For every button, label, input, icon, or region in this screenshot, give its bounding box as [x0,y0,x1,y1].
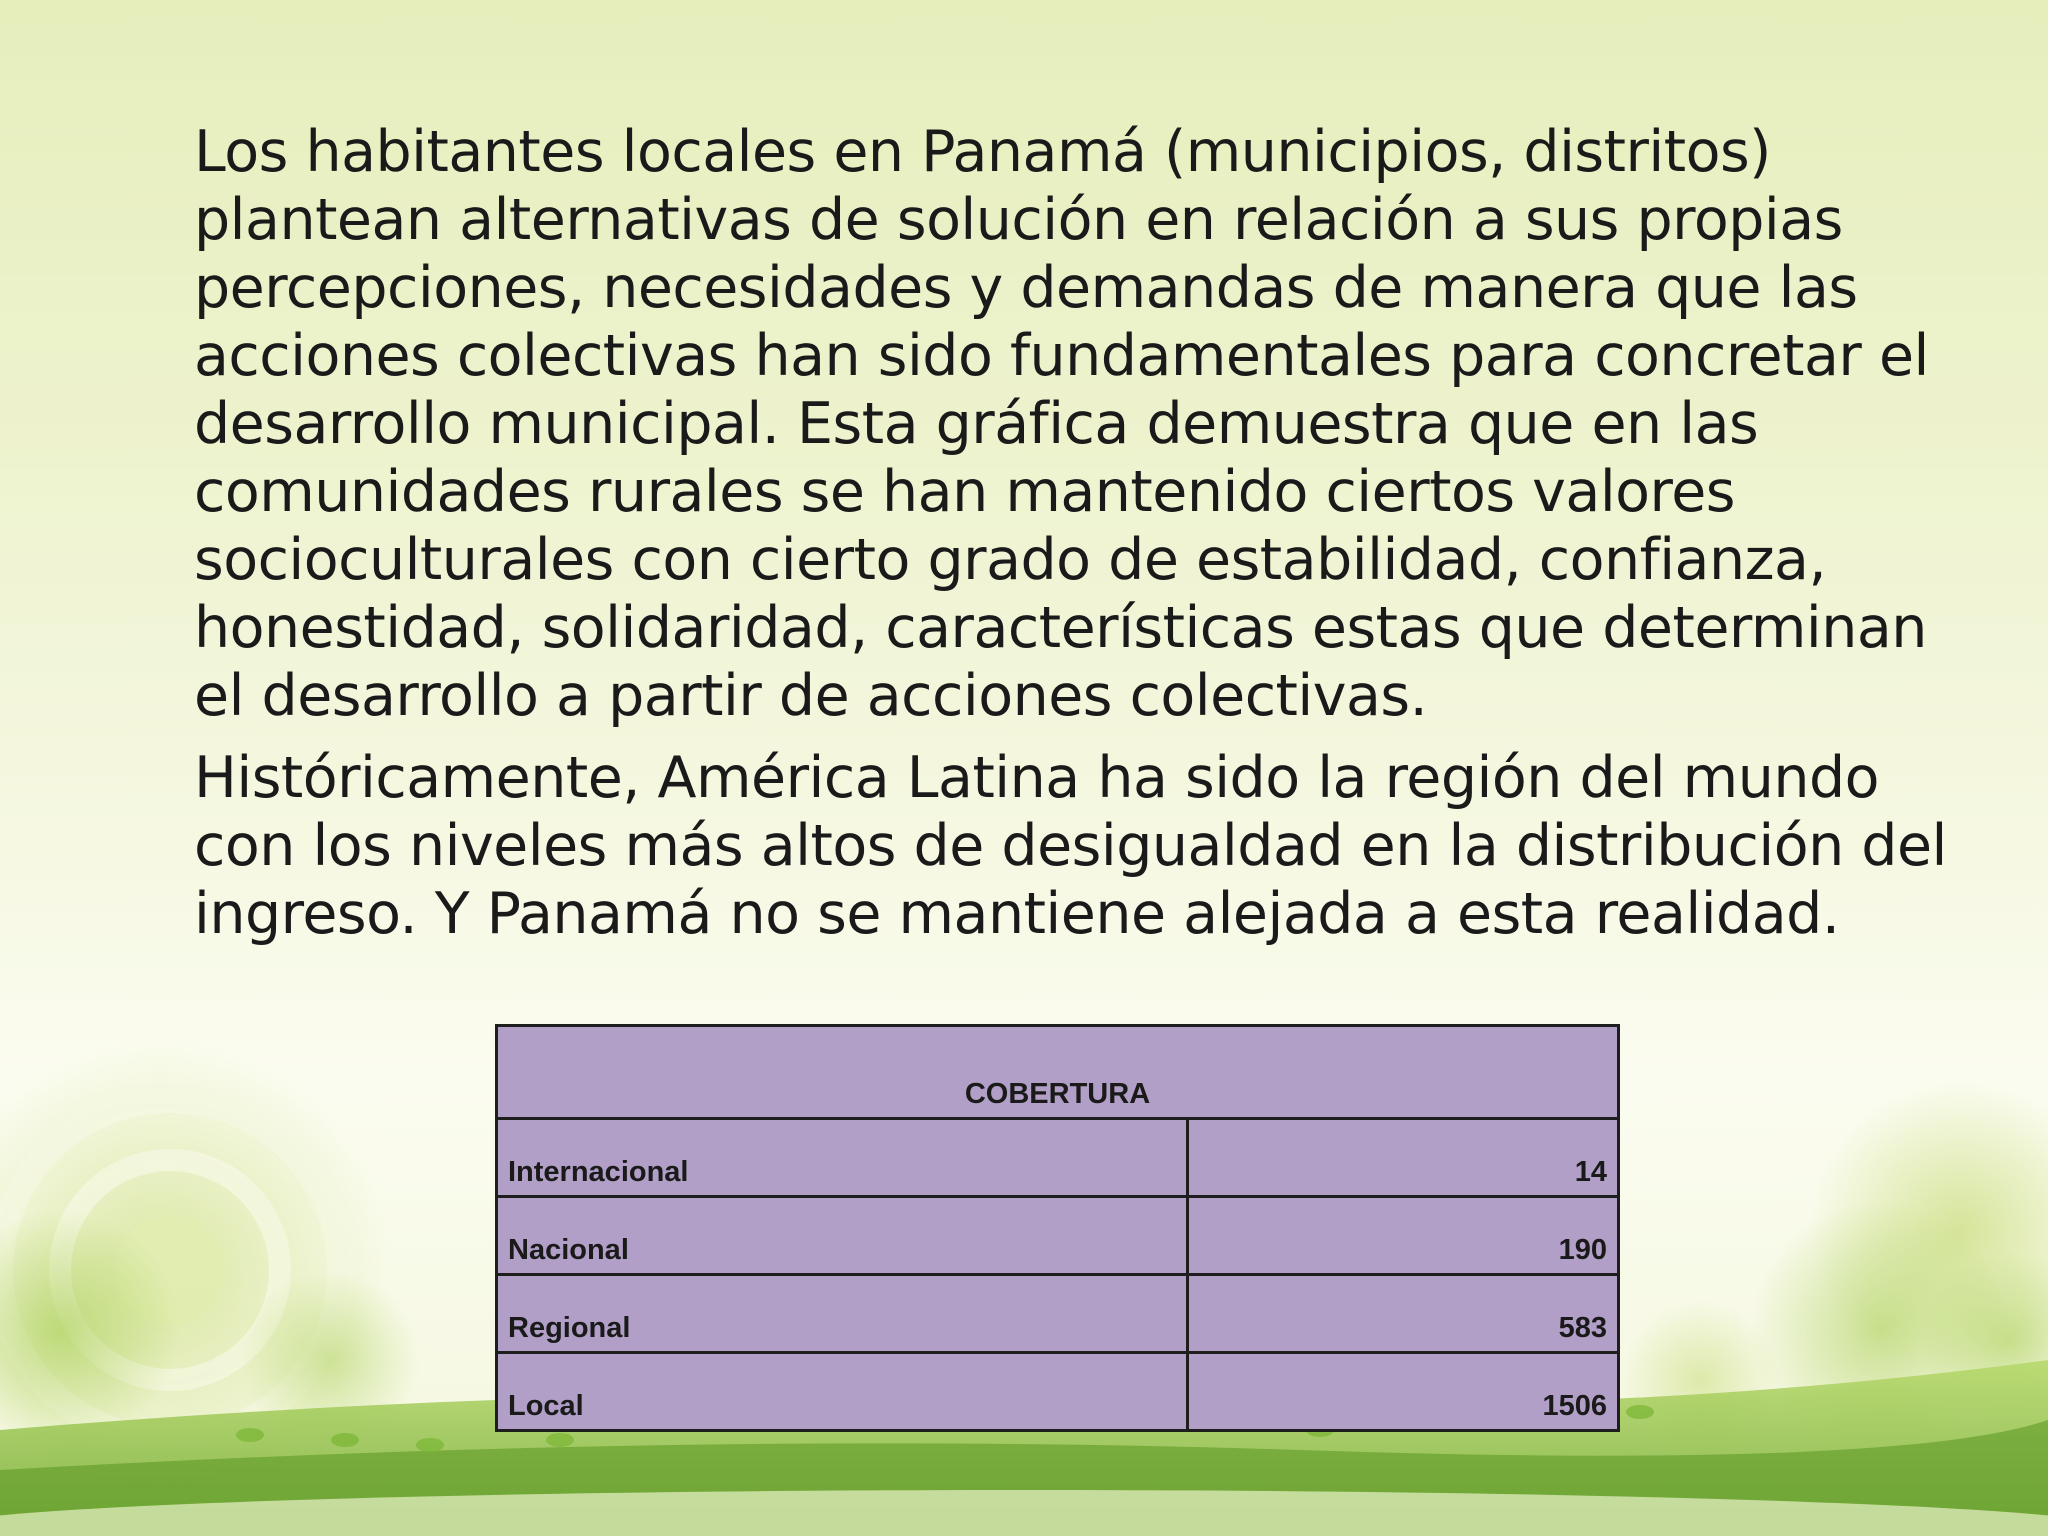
table-header-cell: COBERTURA [497,1026,1619,1119]
row-value: 14 [1188,1119,1619,1197]
table-row [497,1119,1619,1197]
table-row [497,1275,1619,1353]
row-label: Nacional [497,1197,1188,1275]
row-value: 583 [1188,1275,1619,1353]
table-row [497,1197,1619,1275]
cobertura-table [495,1024,1620,1432]
slide-text [194,118,1954,962]
row-value: 190 [1188,1197,1619,1275]
row-label: Internacional [497,1119,1188,1197]
paragraph-2: Históricamente, América Latina ha sido la región del mundo con los niveles más altos de desigualdad en la distribución del ingreso. Y Panamá no se mantiene alejada a esta realidad. [194,745,1947,947]
table-header-row [497,1026,1619,1119]
row-value: 1506 [1188,1353,1619,1431]
paragraph-1: Los habitantes locales en Panamá (municipios, distritos) plantean alternativas de solución en relación a sus propias percepciones, necesidades y demandas de manera que las acciones colectivas han sido fundamentales para concretar el desarrollo municipal. Esta gráfica demuestra que en las comunidades rurales se han mantenido ciertos valores socioculturales con cierto grado de estabilidad, confianza, honestidad, solidaridad, características estas que determinan el desarrollo a partir de acciones colectivas. [194,119,1929,729]
row-label: Regional [497,1275,1188,1353]
table-row [497,1353,1619,1431]
row-label: Local [497,1353,1188,1431]
